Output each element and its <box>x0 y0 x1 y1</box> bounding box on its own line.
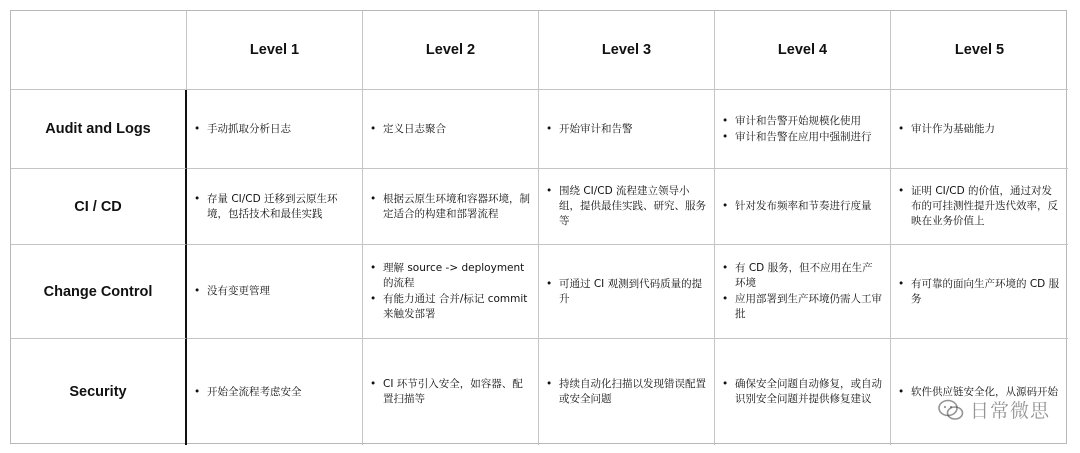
level-header-label: Level 4 <box>777 42 828 58</box>
bullet-item: • 开始审计和告警 <box>559 122 633 137</box>
row-label-cell <box>11 169 187 245</box>
bullet-list <box>715 113 880 146</box>
bullet-item: • 持续自动化扫描以发现错误配置或安全问题 <box>559 377 706 407</box>
bullet-item: • 定义日志聚合 <box>383 122 446 137</box>
bullet-item: • 审计和告警开始规模化使用 <box>735 114 872 129</box>
wechat-icon <box>938 399 964 421</box>
table-cell <box>715 169 891 245</box>
table-cell <box>363 339 539 445</box>
level-header-label: Level 2 <box>425 42 476 58</box>
bullet-list <box>539 183 714 230</box>
level-header-2 <box>363 11 539 90</box>
bullet-item: • 针对发布频率和节奏进行度量 <box>735 199 872 214</box>
bullet-item: • 有 CD 服务，但不应用在生产环境 <box>735 261 882 291</box>
bullet-item: • 开始全流程考虑安全 <box>207 385 302 400</box>
table-cell <box>891 339 1068 445</box>
bullet-list <box>539 121 641 138</box>
bullet-list <box>891 276 1068 308</box>
bullet-item: • 有能力通过 合并/标记 commit 来触发部署 <box>383 292 530 322</box>
bullet-item: • 根据云原生环境和容器环境，制定适合的构建和部署流程 <box>383 192 530 222</box>
level-header-3 <box>539 11 715 90</box>
row-label-cell <box>11 339 187 445</box>
level-header-4 <box>715 11 891 90</box>
table-cell <box>187 169 363 245</box>
bullet-list <box>187 191 362 223</box>
bullet-list <box>715 198 880 215</box>
level-header-5 <box>891 11 1068 90</box>
table-cell <box>187 339 363 445</box>
table-cell <box>891 169 1068 245</box>
table-cell <box>363 90 539 169</box>
bullet-item: • 确保安全问题自动修复，或自动识别安全问题并提供修复建议 <box>735 377 882 407</box>
bullet-item: • 软件供应链安全化，从源码开始 <box>911 385 1058 400</box>
table-cell <box>539 339 715 445</box>
bullet-list <box>187 384 310 401</box>
bullet-list <box>891 121 1003 138</box>
level-header-label: Level 3 <box>601 42 652 58</box>
table-cell <box>715 245 891 339</box>
bullet-list <box>539 276 714 308</box>
row-label: CI / CD <box>74 198 122 215</box>
bullet-item: • 应用部署到生产环境仍需人工审批 <box>735 292 882 322</box>
table-cell <box>187 90 363 169</box>
table-cell <box>363 169 539 245</box>
level-header-label: Level 1 <box>249 42 300 58</box>
table-cell <box>715 90 891 169</box>
bullet-item: • 存量 CI/CD 迁移到云原生环境，包括技术和最佳实践 <box>207 192 354 222</box>
bullet-list <box>187 283 278 300</box>
bullet-list <box>363 121 454 138</box>
bullet-item: • 可通过 CI 观测到代码质量的提升 <box>559 277 706 307</box>
bullet-item: • 证明 CI/CD 的价值，通过对发布的可挂测性提升迭代效率，反映在业务价值上 <box>911 184 1060 229</box>
table-cell <box>539 245 715 339</box>
watermark-text: 日常微思 <box>969 400 1050 422</box>
table-cell <box>539 90 715 169</box>
bullet-item: • 围绕 CI/CD 流程建立领导小组，提供最佳实践、研究、服务等 <box>559 184 706 229</box>
maturity-table <box>10 10 1067 444</box>
table-cell <box>539 169 715 245</box>
row-label-cell <box>11 90 187 169</box>
row-label-cell <box>11 245 187 339</box>
table-cell <box>187 245 363 339</box>
row-label: Change Control <box>43 283 153 300</box>
table-cell <box>715 339 891 445</box>
row-label: Audit and Logs <box>45 121 151 137</box>
bullet-list <box>187 121 299 138</box>
bullet-list <box>715 376 890 408</box>
table-cell <box>891 90 1068 169</box>
bullet-list <box>715 260 890 323</box>
bullet-item: • 有可靠的面向生产环境的 CD 服务 <box>911 277 1060 307</box>
table-corner-cell <box>11 11 187 90</box>
table-cell <box>363 245 539 339</box>
bullet-item: • 审计作为基础能力 <box>911 122 995 137</box>
table-cell <box>891 245 1068 339</box>
bullet-list <box>363 191 538 223</box>
bullet-list <box>363 260 538 323</box>
level-header-1 <box>187 11 363 90</box>
bullet-list <box>363 376 538 408</box>
bullet-item: • 没有变更管理 <box>207 284 270 299</box>
row-label: Security <box>69 384 127 400</box>
bullet-item: • 手动抓取分析日志 <box>207 122 291 137</box>
bullet-list <box>539 376 714 408</box>
bullet-item: • 理解 source -> deployment 的流程 <box>383 261 530 291</box>
bullet-item: • 审计和告警在应用中强制进行 <box>735 130 872 145</box>
bullet-list <box>891 183 1068 230</box>
level-header-label: Level 5 <box>954 42 1005 58</box>
bullet-item: • CI 环节引入安全，如容器、配置扫描等 <box>383 377 530 407</box>
watermark <box>938 396 1050 423</box>
